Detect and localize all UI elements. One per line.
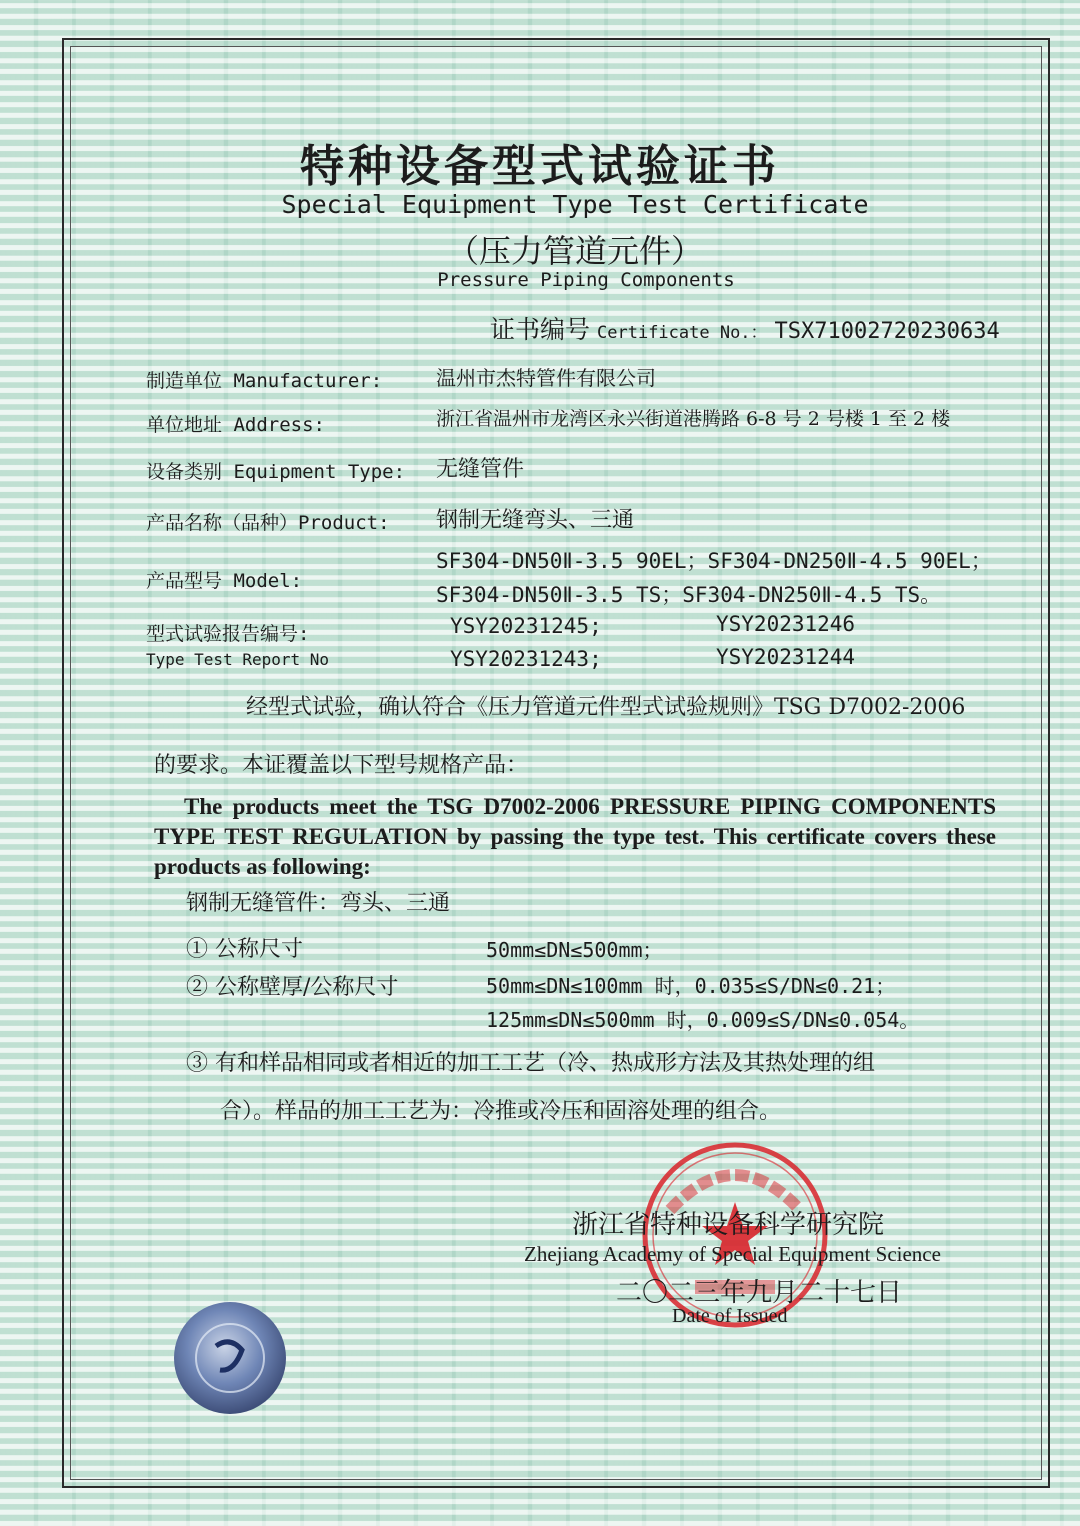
coverage-item-1-label: ① 公称尺寸: [186, 937, 303, 962]
report-number: YSY20231245;: [450, 614, 602, 638]
manufacturer-value: 温州市杰特管件有限公司: [436, 366, 656, 390]
title-en: Special Equipment Type Test Certificate: [281, 190, 869, 219]
model-line-2: SF304-DN50Ⅱ-3.5 TS；SF304-DN250Ⅱ-4.5 TS。: [436, 583, 942, 607]
certificate-number: [490, 310, 1000, 346]
certificate-label-cn: 证书编号: [490, 315, 591, 344]
coverage-item-3-line-1: ③ 有和样品相同或者相近的加工工艺（冷、热成形方法及其热处理的组: [186, 1051, 875, 1076]
report-label-cn: 型式试验报告编号:: [146, 623, 310, 645]
issue-date-cn: 二〇二三年九月二十七日: [616, 1278, 903, 1308]
coverage-item-2-value-2: 125mm≤DN≤500mm 时，0.009≤S/DN≤0.054。: [486, 1008, 920, 1032]
address-label: 单位地址 Address:: [146, 414, 325, 436]
subtitle-en: Pressure Piping Components: [437, 269, 735, 291]
coverage-item-2-label: ② 公称壁厚/公称尺寸: [186, 975, 399, 1000]
certificate-value: TSX71002720230634: [774, 319, 1000, 344]
model-line-1: SF304-DN50Ⅱ-3.5 90EL；SF304-DN250Ⅱ-4.5 90EL；: [436, 549, 992, 573]
issuer-name-cn: 浙江省特种设备科学研究院: [572, 1210, 885, 1240]
statement-cn-line-2: 的要求。本证覆盖以下型号规格产品：: [154, 753, 529, 778]
address-value: 浙江省温州市龙湾区永兴街道港腾路 6-8 号 2 号楼 1 至 2 楼: [436, 408, 951, 430]
report-number: YSY20231243;: [450, 647, 602, 671]
issuer-name-en: Zhejiang Academy of Special Equipment Science: [524, 1242, 941, 1266]
manufacturer-label: 制造单位 Manufacturer:: [146, 370, 383, 392]
title-cn: 特种设备型式试验证书: [300, 141, 780, 192]
statement-en: The products meet the TSG D7002-2006 PRESSURE PIPING COMPONENTS TYPE TEST REGULATION by passing the type test. This certificate covers these products as following:: [154, 794, 996, 879]
statement-cn-line-1: 经型式试验，确认符合《压力管道元件型式试验规则》TSG D7002-2006: [246, 695, 966, 720]
report-number: YSY20231246: [716, 612, 856, 636]
equipment-type-value: 无缝管件: [436, 457, 525, 482]
coverage-item-2-value-1: 50mm≤DN≤100mm 时，0.035≤S/DN≤0.21；: [486, 974, 896, 998]
product-label: 产品名称（品种）Product:: [146, 512, 390, 534]
product-value: 钢制无缝弯头、三通: [436, 508, 635, 533]
certificate-label-en: Certificate No.：: [597, 323, 768, 343]
subtitle-cn: （压力管道元件）: [446, 232, 703, 270]
hologram-seal-icon: [172, 1300, 288, 1416]
report-label-en: Type Test Report No: [146, 650, 330, 669]
model-label: 产品型号 Model:: [146, 570, 303, 592]
coverage-item-1-value: 50mm≤DN≤500mm；: [486, 938, 663, 962]
report-number: YSY20231244: [716, 645, 856, 669]
equipment-type-label: 设备类别 Equipment Type:: [146, 461, 406, 483]
coverage-heading: 钢制无缝管件：弯头、三通: [186, 891, 451, 916]
coverage-item-3-line-2: 合）。样品的加工工艺为：冷推或冷压和固溶处理的组合。: [220, 1099, 782, 1124]
issue-date-en: Date of Issued: [672, 1305, 788, 1327]
